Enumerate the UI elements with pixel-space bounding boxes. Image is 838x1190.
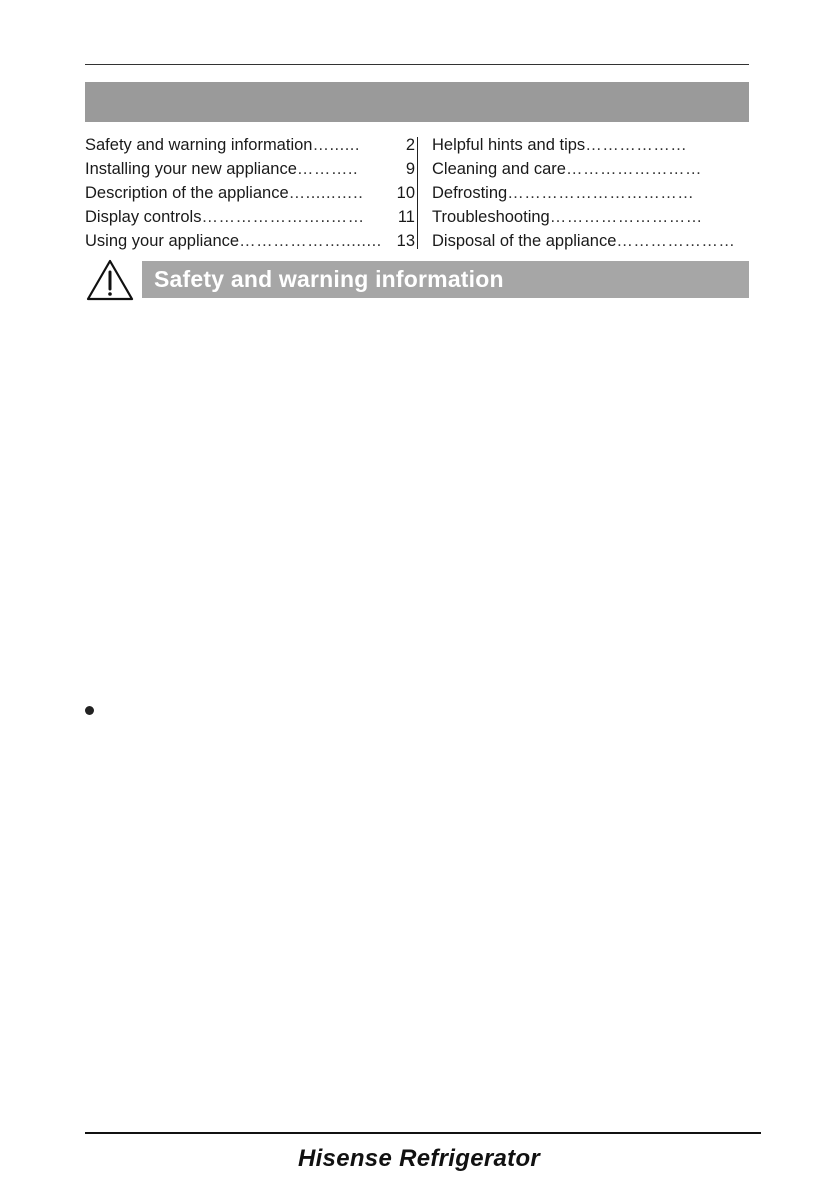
toc-entry[interactable] xyxy=(85,181,415,205)
toc-leader-dots: ……………… xyxy=(585,136,688,154)
contents-banner xyxy=(85,82,749,122)
toc-entry-page: 10 xyxy=(396,184,415,202)
toc-leader-dots: …...... xyxy=(312,136,360,154)
toc-leader-dots: ……….. xyxy=(296,160,359,178)
warning-triangle-icon xyxy=(85,258,135,302)
toc-entry-page: 11 xyxy=(397,208,415,226)
toc-entry-title: Defrosting xyxy=(432,184,508,202)
toc-entry-page: 13 xyxy=(396,232,415,250)
toc-entry-title: Display controls xyxy=(85,208,202,226)
toc-leader-dots: ………………........ xyxy=(239,232,382,250)
footer-rule xyxy=(85,1132,761,1134)
toc-entry-title: Installing your new appliance xyxy=(85,160,297,178)
section-heading-banner xyxy=(142,261,749,298)
toc-entry-page: 2 xyxy=(405,136,415,154)
toc-left-column xyxy=(85,133,415,253)
toc-entry[interactable] xyxy=(85,133,415,157)
toc-leader-dots: …………………..…… xyxy=(201,208,365,226)
toc-leader-dots: …………………………… xyxy=(507,184,695,202)
toc-entry[interactable] xyxy=(85,157,415,181)
toc-entry[interactable] xyxy=(432,133,722,157)
toc-entry[interactable] xyxy=(432,181,722,205)
bullet-point xyxy=(85,706,94,715)
toc-entry-title: Troubleshooting xyxy=(432,208,550,226)
toc-entry[interactable] xyxy=(85,229,415,253)
toc-entry[interactable] xyxy=(85,205,415,229)
toc-entry-title: Cleaning and care xyxy=(432,160,566,178)
toc-entry[interactable] xyxy=(432,229,736,253)
toc-leader-dots: ……………………… xyxy=(549,208,703,226)
footer-brand: Hisense Refrigerator xyxy=(297,1145,541,1172)
toc-leader-dots: ………………… xyxy=(616,232,736,250)
section-title: Safety and warning information xyxy=(154,266,504,292)
toc-entry-title: Using your appliance xyxy=(85,232,240,250)
toc-entry[interactable] xyxy=(432,157,722,181)
toc-right-column xyxy=(432,133,736,253)
toc-entry-title: Description of the appliance xyxy=(85,184,289,202)
toc-entry[interactable] xyxy=(432,205,722,229)
toc-leader-dots: …………………… xyxy=(565,160,702,178)
toc-entry-title: Helpful hints and tips xyxy=(432,136,586,154)
toc-entry-title: Safety and warning information xyxy=(85,136,313,154)
toc-entry-title: Disposal of the appliance xyxy=(432,232,617,250)
toc-column-divider xyxy=(417,137,418,249)
top-rule xyxy=(85,64,749,65)
toc-entry-page: 9 xyxy=(405,160,415,178)
toc-leader-dots: …......….. xyxy=(288,184,364,202)
